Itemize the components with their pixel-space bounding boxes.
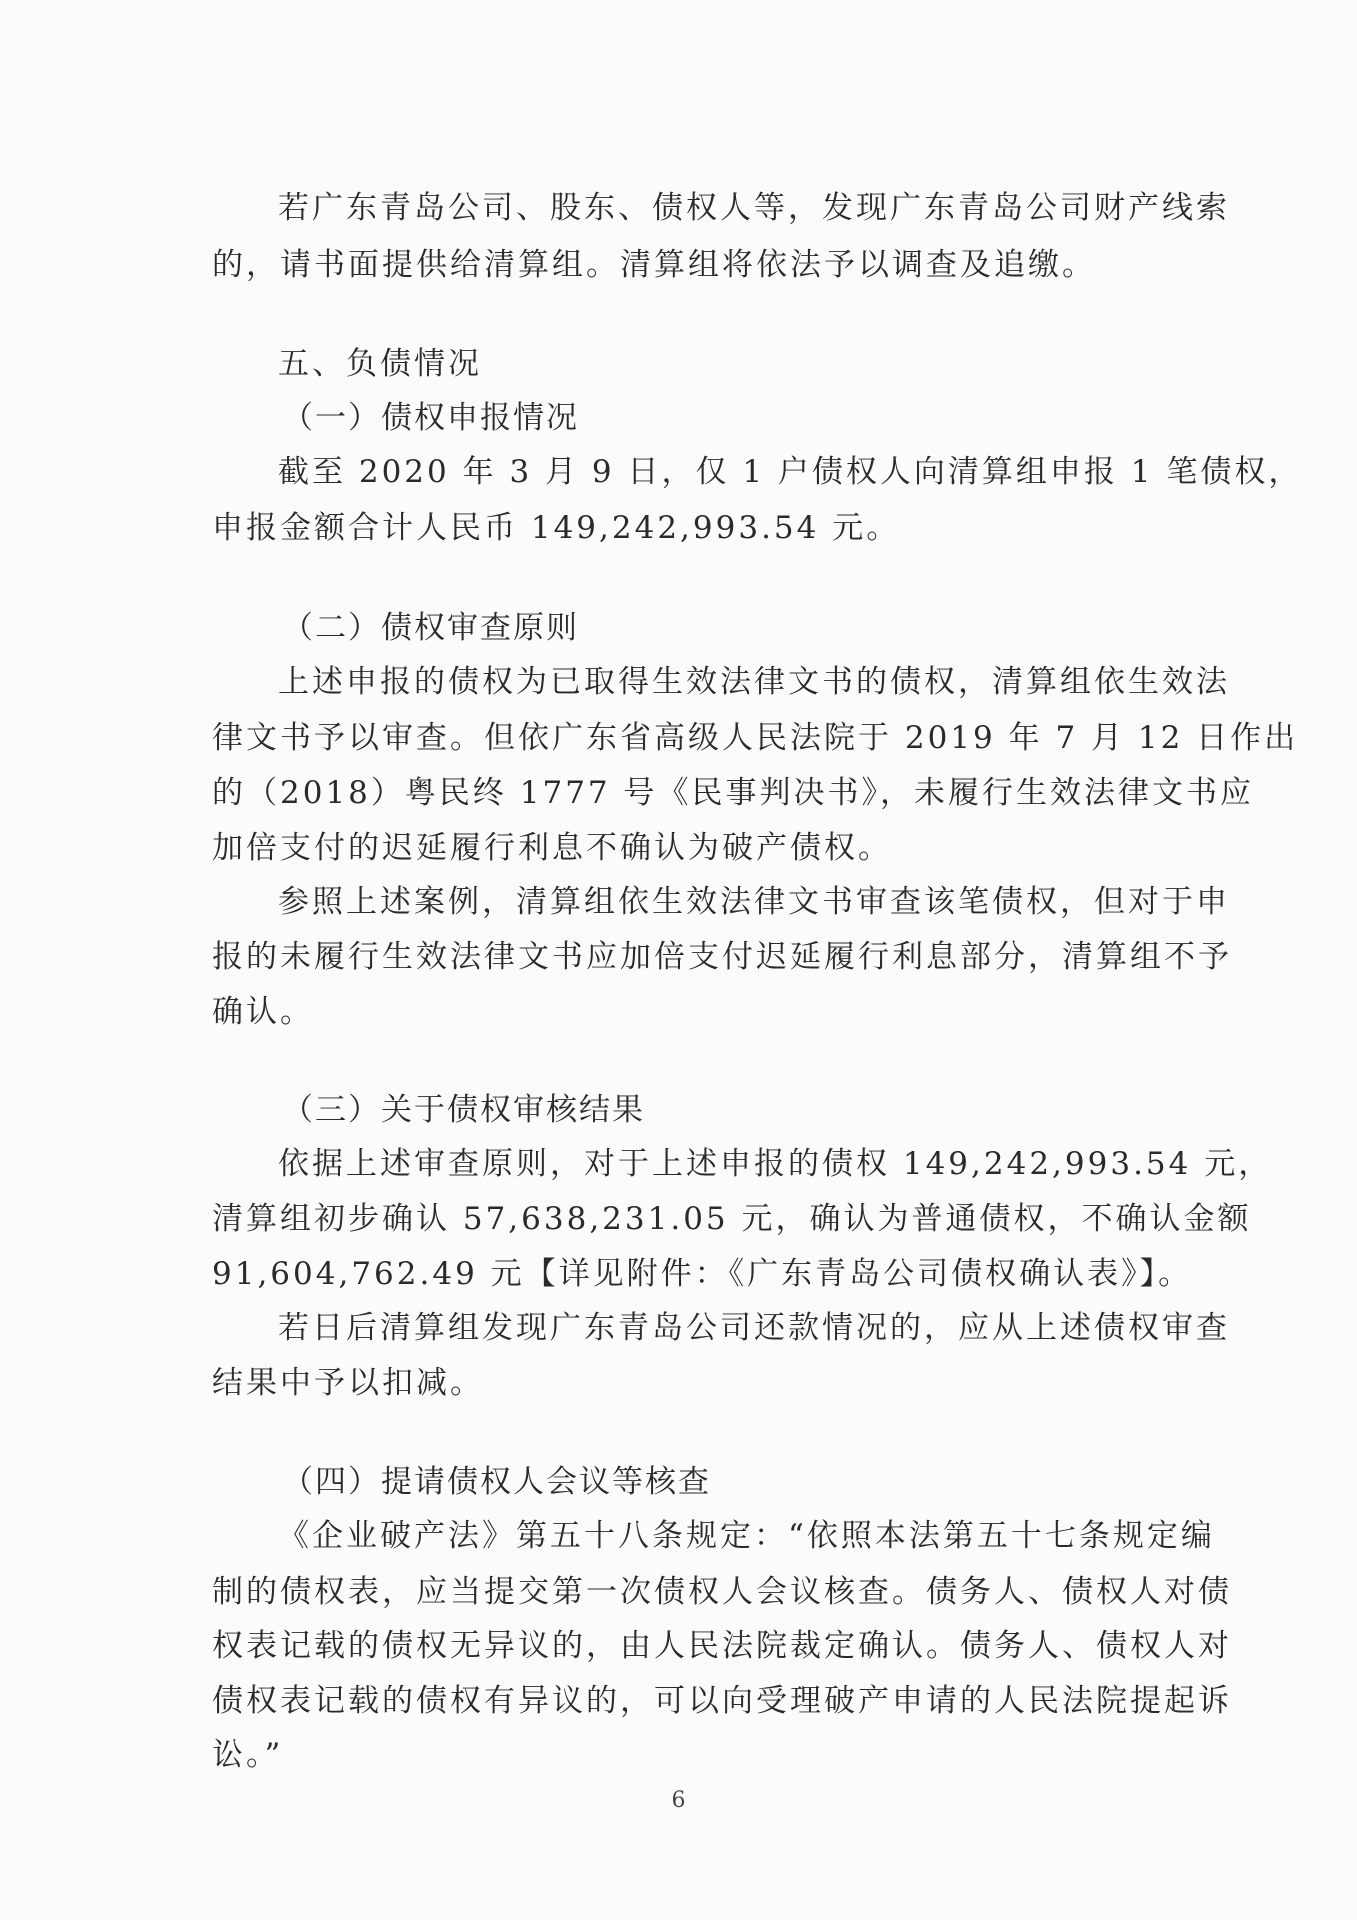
paragraph-line: 律文书予以审查。但依广东省高级人民法院于 2019 年 7 月 12 日作出 <box>212 720 1299 756</box>
subsection-title: （四）提请债权人会议等核查 <box>282 1464 711 1500</box>
paragraph-line: 申报金额合计人民币 149,242,993.54 元。 <box>212 510 901 546</box>
paragraph-line: 依据上述审查原则，对于上述申报的债权 149,242,993.54 元， <box>278 1146 1273 1182</box>
paragraph-line: 制的债权表，应当提交第一次债权人会议核查。债务人、债权人对债 <box>212 1574 1232 1610</box>
paragraph-line: 的（2018）粤民终 1777 号《民事判决书》，未履行生效法律文书应 <box>212 775 1254 811</box>
paragraph-line: 《企业破产法》第五十八条规定：“依照本法第五十七条规定编 <box>278 1518 1215 1554</box>
page-number: 6 <box>671 1788 686 1813</box>
paragraph-line: 若日后清算组发现广东青岛公司还款情况的，应从上述债权审查 <box>278 1310 1230 1346</box>
paragraph-line: 截至 2020 年 3 月 9 日，仅 1 户债权人向清算组申报 1 笔债权， <box>278 454 1303 490</box>
paragraph-line: 清算组初步确认 57,638,231.05 元，确认为普通债权，不确认金额 <box>212 1201 1252 1237</box>
subsection-title: （二）债权审查原则 <box>282 610 579 646</box>
paragraph-line: 参照上述案例，清算组依生效法律文书审查该笔债权，但对于申 <box>278 884 1230 920</box>
paragraph-line: 结果中予以扣减。 <box>212 1365 484 1401</box>
paragraph-line: 债权表记载的债权有异议的，可以向受理破产申请的人民法院提起诉 <box>212 1683 1232 1719</box>
paragraph-line: 权表记载的债权无异议的，由人民法院裁定确认。债务人、债权人对 <box>212 1628 1232 1664</box>
section-title: 五、负债情况 <box>278 346 482 382</box>
paragraph-line: 上述申报的债权为已取得生效法律文书的债权，清算组依生效法 <box>278 664 1230 700</box>
paragraph-line: 加倍支付的迟延履行利息不确认为破产债权。 <box>212 830 892 866</box>
paragraph-line: 91,604,762.49 元【详见附件：《广东青岛公司债权确认表》】。 <box>212 1256 1193 1292</box>
subsection-title: （一）债权申报情况 <box>282 400 579 436</box>
paragraph-line: 的，请书面提供给清算组。清算组将依法予以调查及追缴。 <box>212 247 1096 283</box>
paragraph-line: 报的未履行生效法律文书应加倍支付迟延履行利息部分，清算组不予 <box>212 939 1232 975</box>
paragraph-line: 确认。 <box>212 994 314 1030</box>
paragraph-line: 讼。” <box>212 1737 284 1773</box>
paragraph-line: 若广东青岛公司、股东、债权人等，发现广东青岛公司财产线索 <box>278 190 1230 226</box>
subsection-title: （三）关于债权审核结果 <box>282 1092 645 1128</box>
